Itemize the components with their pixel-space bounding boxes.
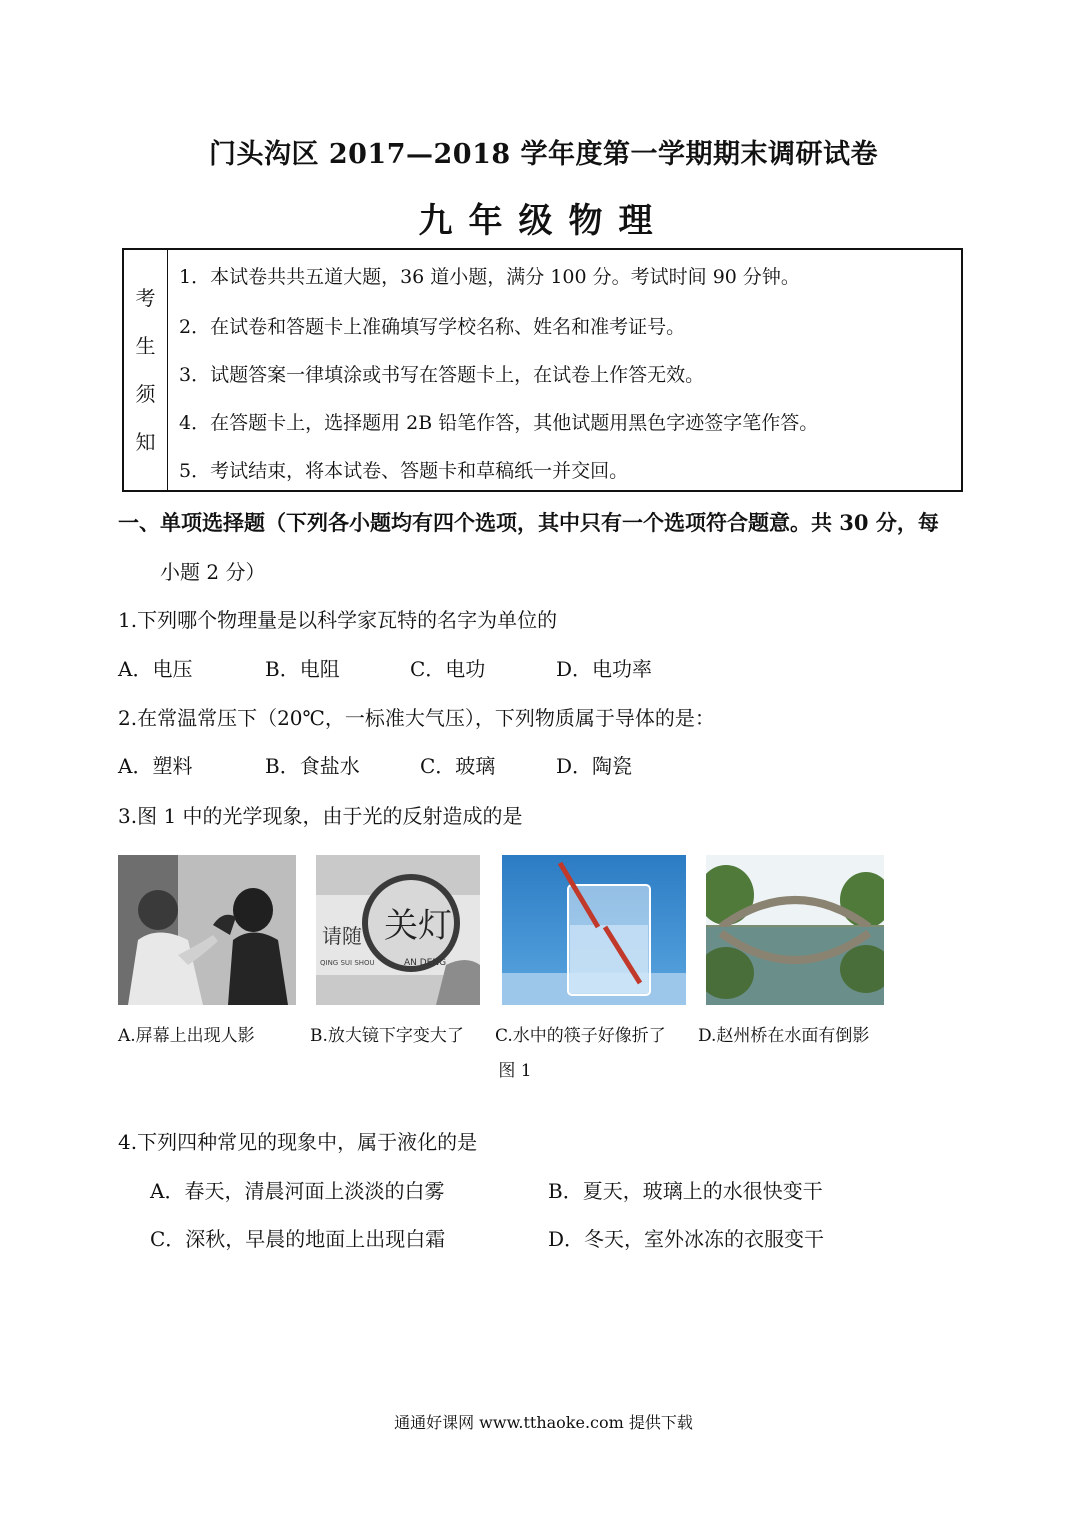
notice-side-char: 考 — [135, 286, 156, 310]
chopstick-glass-photo — [502, 855, 686, 1005]
exam-notice-box — [122, 248, 963, 492]
notice-side-char: 须 — [135, 382, 156, 406]
magnifier-photo — [316, 855, 480, 1005]
option: D．陶瓷 — [556, 754, 633, 778]
section-heading-cont: 小题 2 分） — [160, 560, 266, 584]
option: A．塑料 — [118, 754, 193, 778]
bridge-reflection-photo — [706, 855, 884, 1005]
notice-item: 1．本试卷共共五道大题，36 道小题，满分 100 分。考试时间 90 分钟。 — [179, 266, 800, 288]
section-heading: 一、单项选择题（下列各小题均有四个选项，其中只有一个选项符合题意。共 30 分，每 — [118, 510, 939, 535]
option: C．电功 — [410, 657, 486, 681]
question-stem: 1.下列哪个物理量是以科学家瓦特的名字为单位的 — [118, 608, 558, 632]
notice-item: 4．在答题卡上，选择题用 2B 铅笔作答，其他试题用黑色字迹签字笔作答。 — [179, 412, 819, 434]
notice-side-label — [124, 250, 168, 490]
question-stem: 2.在常温常压下（20℃，一标准大气压），下列物质属于导体的是： — [118, 706, 715, 730]
notice-item: 5．考试结束，将本试卷、答题卡和草稿纸一并交回。 — [179, 460, 629, 482]
shadow-photo — [118, 855, 296, 1005]
exam-subtitle: 九年级物理 — [418, 201, 669, 241]
option: C．玻璃 — [420, 754, 496, 778]
magnifier-big-label: 关灯 — [384, 906, 452, 946]
figure-label: 图 1 — [498, 1061, 532, 1081]
option: A．春天，清晨河面上淡淡的白雾 — [150, 1179, 445, 1203]
option: A．电压 — [118, 657, 193, 681]
footer: 通通好课网 www.tthaoke.com 提供下载 — [394, 1413, 693, 1432]
magnifier-label: 请随 — [322, 924, 362, 948]
question-stem: 3.图 1 中的光学现象，由于光的反射造成的是 — [118, 804, 523, 828]
notice-item: 3．试题答案一律填涂或书写在答题卡上，在试卷上作答无效。 — [179, 364, 705, 386]
exam-title: 门头沟区 2017—2018 学年度第一学期期末调研试卷 — [208, 139, 879, 170]
option: D．冬天，室外冰冻的衣服变干 — [548, 1227, 825, 1251]
notice-side-char: 生 — [135, 334, 156, 358]
option: B．夏天，玻璃上的水很快变干 — [548, 1179, 823, 1203]
option: D．电功率 — [556, 657, 653, 681]
magnifier-pinyin-big: AN DENG — [404, 958, 447, 968]
option: B．食盐水 — [265, 754, 360, 778]
question-stem: 4.下列四种常见的现象中，属于液化的是 — [118, 1130, 478, 1154]
magnifier-pinyin: QING SUI SHOU — [320, 959, 375, 967]
option: B．电阻 — [265, 657, 340, 681]
notice-item: 2．在试卷和答题卡上准确填写学校名称、姓名和准考证号。 — [179, 316, 686, 338]
option: C．深秋，早晨的地面上出现白霜 — [150, 1227, 446, 1251]
notice-side-char: 知 — [135, 430, 156, 454]
figure-caption: B.放大镜下字变大了 — [310, 1026, 464, 1046]
figure-caption: A.屏幕上出现人影 — [118, 1026, 255, 1046]
figure-caption: D.赵州桥在水面有倒影 — [698, 1026, 870, 1046]
figure-caption: C.水中的筷子好像折了 — [495, 1026, 666, 1046]
